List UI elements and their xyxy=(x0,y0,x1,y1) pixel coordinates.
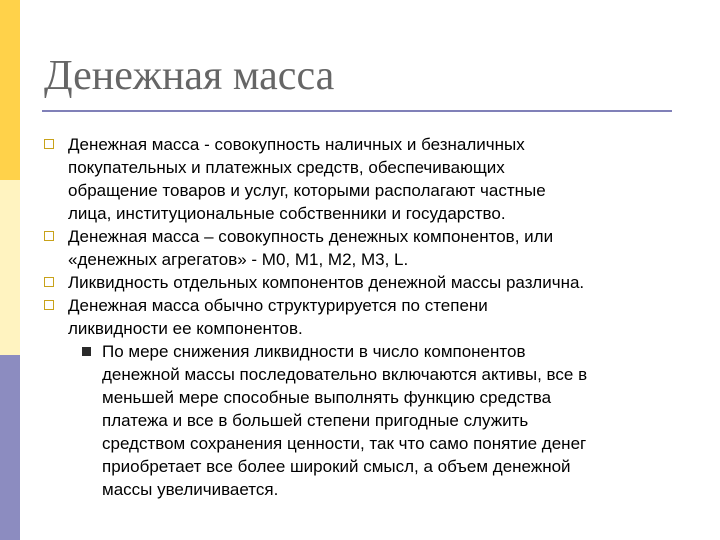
sub-bullet-text-line: приобретает все более широкий смысл, а объем денежной xyxy=(102,457,571,476)
slide-body xyxy=(42,133,697,501)
sub-bullet-text-line: средством сохранения ценности, так что само понятие денег xyxy=(102,434,587,453)
bullet-item-text-line: Денежная масса обычно структурируется по степени xyxy=(68,296,488,315)
sub-bullet-item xyxy=(42,340,697,501)
left-band-purple xyxy=(0,355,20,540)
bullet-item-text-line: Ликвидность отдельных компонентов денежной массы различна. xyxy=(68,273,585,292)
bullet-item-text-line: Денежная масса – совокупность денежных компонентов, или xyxy=(68,227,554,246)
bullet-item-3 xyxy=(42,271,697,294)
hollow-square-bullet-icon xyxy=(44,277,54,287)
left-band-cream xyxy=(0,180,20,355)
bullet-item-text-line: «денежных агрегатов» - М0, М1, М2, М3, L. xyxy=(68,250,409,269)
left-band-yellow xyxy=(0,0,20,180)
slide-title: Денежная масса xyxy=(44,53,335,99)
bullet-item-text-line: обращение товаров и услуг, которыми располагают частные xyxy=(68,181,546,200)
bullet-item-text-line: покупательных и платежных средств, обеспечивающих xyxy=(68,158,505,177)
filled-square-bullet-icon xyxy=(82,347,91,356)
bullet-item-text-line: ликвидности ее компонентов. xyxy=(68,319,303,338)
sub-bullet-text-line: массы увеличивается. xyxy=(102,480,279,499)
hollow-square-bullet-icon xyxy=(44,300,54,310)
sub-bullet-text-line: По мере снижения ликвидности в число компонентов xyxy=(102,342,526,361)
bullet-item-text-line: Денежная масса - совокупность наличных и безналичных xyxy=(68,135,525,154)
bullet-item-text-line: лица, институциональные собственники и государство. xyxy=(68,204,506,223)
title-underline xyxy=(42,110,672,112)
bullet-item-4 xyxy=(42,294,697,340)
sub-bullet-text-line: меньшей мере способные выполнять функцию средства xyxy=(102,388,552,407)
bullet-item-1 xyxy=(42,133,697,225)
hollow-square-bullet-icon xyxy=(44,139,54,149)
sub-bullet-text-line: платежа и все в большей степени пригодные служить xyxy=(102,411,529,430)
sub-bullet-text-line: денежной массы последовательно включаются активы, все в xyxy=(102,365,588,384)
hollow-square-bullet-icon xyxy=(44,231,54,241)
bullet-item-2 xyxy=(42,225,697,271)
